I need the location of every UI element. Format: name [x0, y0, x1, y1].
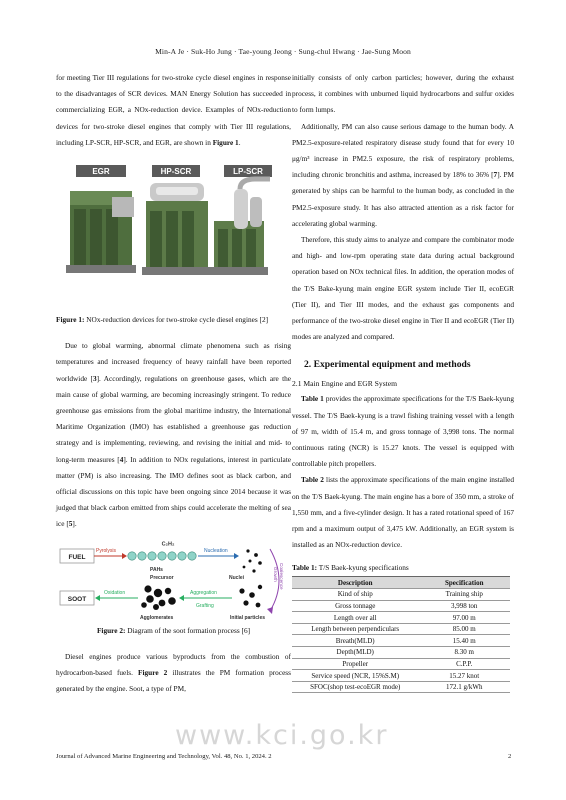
table-cell: 8.30 m	[418, 647, 510, 659]
figure-1-image	[64, 161, 282, 286]
right-paragraph-2: Additionally, PM can also cause serious damage to the human body. A PM2.5-exposure-related respiratory disease study found that for every 10 μg/m³ increase in PM2.5 exposure, the risk of respiratory problems, including chronic bronchitis and asthma, increased by 18% to 36% [7]. PM generated by ships can be harmful to the human body, as concluded in the PM2.5-exposure study. It has also attracted attention as a risk factor for accelerating global warming.	[292, 121, 515, 228]
table-cell: C.P.P.	[418, 658, 510, 670]
table-header-specification: Specification	[418, 577, 510, 589]
fig1-label-lpscr: LP-SCR	[233, 167, 263, 177]
fig2-pahs: PAHs	[150, 566, 163, 573]
fig2-agglomerates: Agglomerates	[140, 614, 174, 621]
table-cell: SFOC(shop test-ecoEGR mode)	[292, 681, 418, 693]
fig2-nuclei: Nuclei	[229, 574, 245, 581]
fig2-pyrolysis: Pyrolysis	[96, 547, 117, 554]
figure-1-caption: Figure 1: NOx-reduction devices for two-stroke cycle diesel engines [2]	[56, 315, 269, 325]
right-paragraph-3: Therefore, this study aims to analyze and compare the combinator mode and high- and low-rpm operating state data during actual background operation based on NOx technical files. In addition, the operation modes of the T/S Bake-kyung main engine EGR system include Tier II, ecoEGR (Tier II), and Tier III modes, and the exhaust gas components and performance of the two-stroke diesel engine in Tier II and ecoEGR (Tier II) modes are analyzed and compared.	[292, 235, 514, 342]
table-cell: 15.40 m	[418, 635, 510, 647]
running-header-authors: Min-A Je · Suk-Ho Jung · Tae-young Jeong · Sung-chul Hwang · Jae-Sung Moon	[155, 47, 411, 56]
footer-page-number: 2	[508, 753, 512, 760]
fig2-soot: SOOT	[67, 595, 87, 603]
watermark: www.kci.go.kr	[175, 720, 389, 751]
table-row	[292, 612, 510, 624]
footer-journal: Journal of Advanced Marine Engineering and Technology, Vol. 48, No. 1, 2024. 2	[56, 753, 272, 760]
fig2-fuel: FUEL	[68, 553, 86, 561]
figure-2-diagram	[58, 541, 290, 621]
table-cell: Gross tonnage	[292, 600, 418, 612]
table-row	[292, 600, 510, 612]
right-paragraph-4: Table 1 provides the approximate specifications for the T/S Baek-kyung vessel. The T/S Baek-kyung is a trawl fishing training vessel with a length of 97 m, width of 15.4 m, and gross tonnage of 3,998 tons. The normal continuous rating (NCR) is 15.27 knots. The vessel is equipped with controllable pitch propellers.	[292, 394, 514, 469]
fig1-label-hpscr: HP-SCR	[160, 167, 192, 177]
right-paragraph-1: initially consists of only carbon particles; however, during the exhaust process, it combines with unburned liquid hydrocarbons and sulfur oxides to form lumps.	[292, 73, 514, 115]
table-row	[292, 589, 510, 601]
fig2-oxidation: Oxidation	[104, 589, 126, 596]
table-row	[292, 658, 510, 670]
table-cell: Length over all	[292, 612, 418, 624]
table-cell: Breath(MLD)	[292, 635, 418, 647]
table-row	[292, 681, 510, 693]
table-row	[292, 623, 510, 635]
table-cell: 172.1 g/kWh	[418, 681, 510, 693]
fig2-growth: Growth	[273, 566, 278, 582]
right-column	[292, 70, 514, 693]
subsection-heading: 2.1 Main Engine and EGR System	[292, 379, 398, 389]
left-paragraph-2: Due to global warming, abnormal climate phenomena such as rising temperatures and increased frequency of heavy rainfall have been reported worldwide [3]. Accordingly, regulations on greenhouse gases, which are the main cause of global warming, are becoming increasingly stringent. To reduce greenhouse gas emissions from the global maritime industry, the International Maritime Organization (IMO) has established a greenhouse gas reduction strategy and is implementing, reviewing, and revising the initial and mid- to long-term measures [4]. In addition to NOx regulations, interest in particulate matter (PM) is also increasing. The IMO defines soot as black carbon, and official discussions on this topic have been ongoing since 2014 because it was judged that black carbon emitted from ships could accelerate the melting of sea ice [5].	[56, 341, 291, 529]
table-cell: Kind of ship	[292, 589, 418, 601]
table-cell: 15.27 knot	[418, 670, 510, 682]
section-heading: 2. Experimental equipment and methods	[304, 359, 471, 371]
table-cell: Training ship	[418, 589, 510, 601]
table-cell: Service speed (NCR, 15%S.M)	[292, 670, 418, 682]
fig2-coalescence: Coalescence	[279, 562, 284, 590]
fig2-grafting: Grafting	[196, 602, 214, 609]
table-1	[292, 576, 510, 693]
fig2-aggregation: Aggregation	[190, 589, 217, 596]
fig2-nucleation: Nucleation	[204, 547, 228, 554]
table-header-row	[292, 577, 510, 589]
left-column	[56, 70, 291, 697]
table-cell: Depth(MLD)	[292, 647, 418, 659]
figure-2-caption: Figure 2: Diagram of the soot formation process [6]	[96, 625, 251, 635]
right-paragraph-5: Table 2 lists the approximate specifications of the main engine installed on the T/S Baek-kyung. The main engine has a bore of 350 mm, a stroke of 1,550 mm, and a five-cylinder design. It has a rated rotational speed of 167 rpm and a maximum output of 3,475 kW. Additionally, an EGR system is installed as an NOx-reduction device.	[292, 475, 514, 550]
table-cell: 3,998 ton	[418, 600, 510, 612]
fig2-precursor: Precursor	[150, 574, 174, 581]
table-header-description: Description	[292, 577, 418, 589]
table-cell: 85.00 m	[418, 623, 510, 635]
table-cell: 97.00 m	[418, 612, 510, 624]
table-row	[292, 635, 510, 647]
fig1-label-egr: EGR	[92, 167, 110, 177]
fig2-c2h2: C₂H₂	[161, 541, 175, 548]
left-paragraph-3: Diesel engines produce various byproducts from the combustion of hydrocarbon-based fuels. Figure 2 illustrates the PM formation process generated by the engine. Soot, a type of PM,	[56, 651, 291, 694]
table-cell: Length between perpendiculars	[292, 623, 418, 635]
fig2-initial-particles: Initial particles	[230, 614, 266, 621]
table-row	[292, 670, 510, 682]
table-1-caption: Table 1: T/S Baek-kyung specifications	[292, 563, 409, 573]
table-row	[292, 647, 510, 659]
table-cell: Propeller	[292, 658, 418, 670]
left-paragraph-1: for meeting Tier III regulations for two-stroke cycle diesel engines in response to the disadvantages of SCR devices. MAN Energy Solution has succeeded in commercializing EGR, a NOx-reduction device. Examples of NOx-reduction devices for two-stroke diesel engines that comply with Tier III regulations, including LP-SCR, HP-SCR, and EGR, are shown in Figure 1.	[56, 73, 291, 147]
